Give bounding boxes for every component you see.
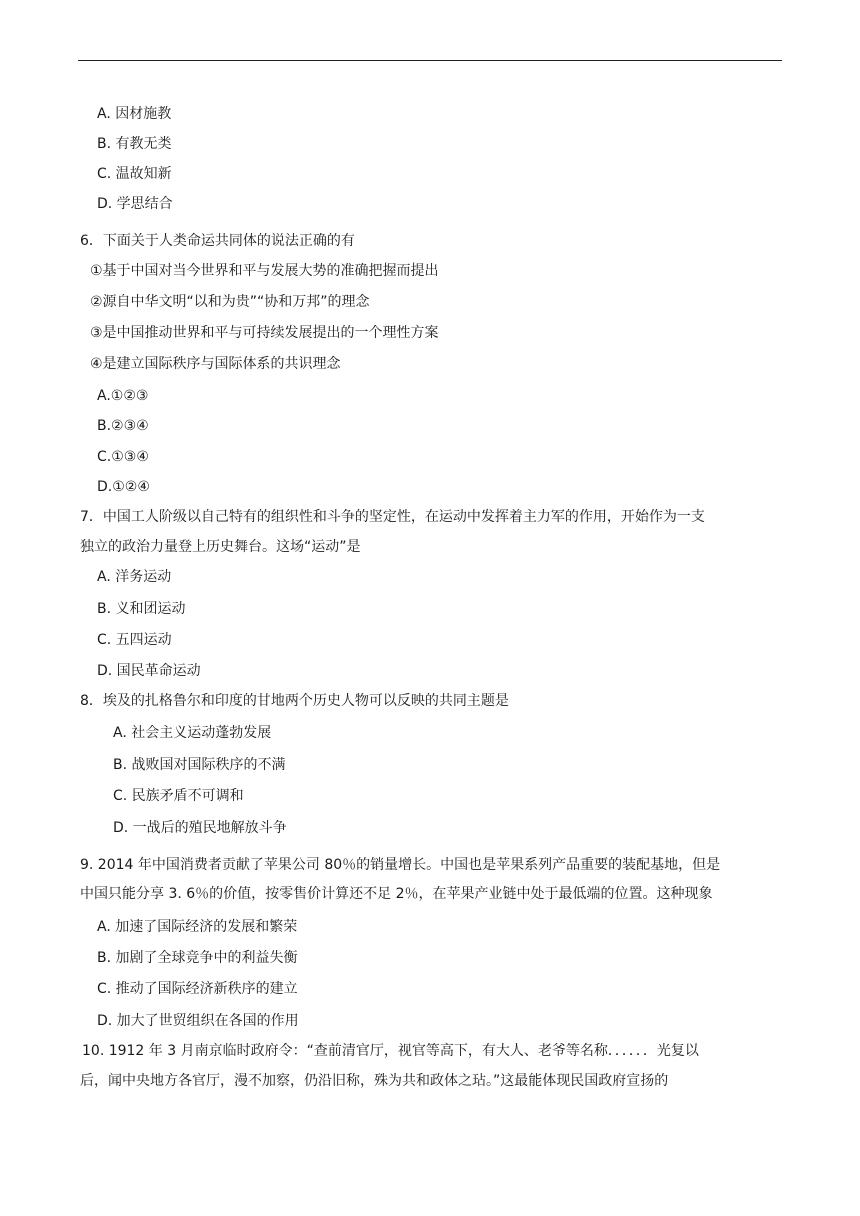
option-a: A. 洋务运动: [97, 569, 172, 585]
question-stem-line-1: 10. 1912 年 3 月南京临时政府令：“查前清官厅，视官等高下，有大人、老爷等名称．．．．．．光复以: [82, 1043, 699, 1059]
option-d: D. 国民革命运动: [97, 663, 201, 679]
option-d: D. 学思结合: [97, 196, 173, 212]
option-d: D.①②④: [97, 479, 150, 495]
option-a: A. 加速了国际经济的发展和繁荣: [97, 919, 298, 935]
option-a: A.①②③: [97, 388, 149, 404]
question-stem: 6．下面关于人类命运共同体的说法正确的有: [80, 233, 355, 249]
option-d: D. 一战后的殖民地解放斗争: [113, 820, 287, 836]
question-stem: 8．埃及的扎格鲁尔和印度的甘地两个历史人物可以反映的共同主题是: [80, 693, 509, 709]
option-c: C. 民族矛盾不可调和: [113, 788, 244, 804]
question-stem-line-2: 后，闻中央地方各官厅，漫不加察，仍沿旧称，殊为共和政体之玷。”这最能体现民国政府宣扬的: [80, 1073, 669, 1089]
statement-2: ②源自中华文明“以和为贵”“协和万邦”的理念: [90, 294, 370, 310]
question-stem-line-2: 中国只能分享 3. 6％的价值，按零售价计算还不足 2％，在苹果产业链中处于最低端的位置。这种现象: [80, 886, 713, 902]
option-b: B. 战败国对国际秩序的不满: [113, 757, 286, 773]
option-c: C. 温故知新: [97, 166, 172, 182]
statement-4: ④是建立国际秩序与国际体系的共识理念: [90, 356, 341, 372]
option-b: B. 加剧了全球竞争中的利益失衡: [97, 950, 298, 966]
option-d: D. 加大了世贸组织在各国的作用: [97, 1013, 299, 1029]
statement-1: ①基于中国对当今世界和平与发展大势的准确把握而提出: [90, 263, 439, 279]
option-a: A. 社会主义运动蓬勃发展: [113, 725, 272, 741]
option-c: C. 五四运动: [97, 632, 172, 648]
question-stem-line-1: 9. 2014 年中国消费者贡献了苹果公司 80％的销量增长。中国也是苹果系列产品重要的装配基地，但是: [80, 857, 721, 873]
option-b: B. 有教无类: [97, 136, 172, 152]
question-stem-line-1: 7．中国工人阶级以自己特有的组织性和斗争的坚定性，在运动中发挥着主力军的作用，开始作为一支: [80, 509, 705, 525]
statement-3: ③是中国推动世界和平与可持续发展提出的一个理性方案: [90, 325, 439, 341]
option-a: A. 因材施教: [97, 106, 172, 122]
header-rule: [78, 60, 782, 61]
option-c: C.①③④: [97, 449, 149, 465]
question-stem-line-2: 独立的政治力量登上历史舞台。这场“运动”是: [80, 539, 361, 555]
option-b: B. 义和团运动: [97, 601, 186, 617]
option-c: C. 推动了国际经济新秩序的建立: [97, 981, 298, 997]
option-b: B.②③④: [97, 418, 149, 434]
